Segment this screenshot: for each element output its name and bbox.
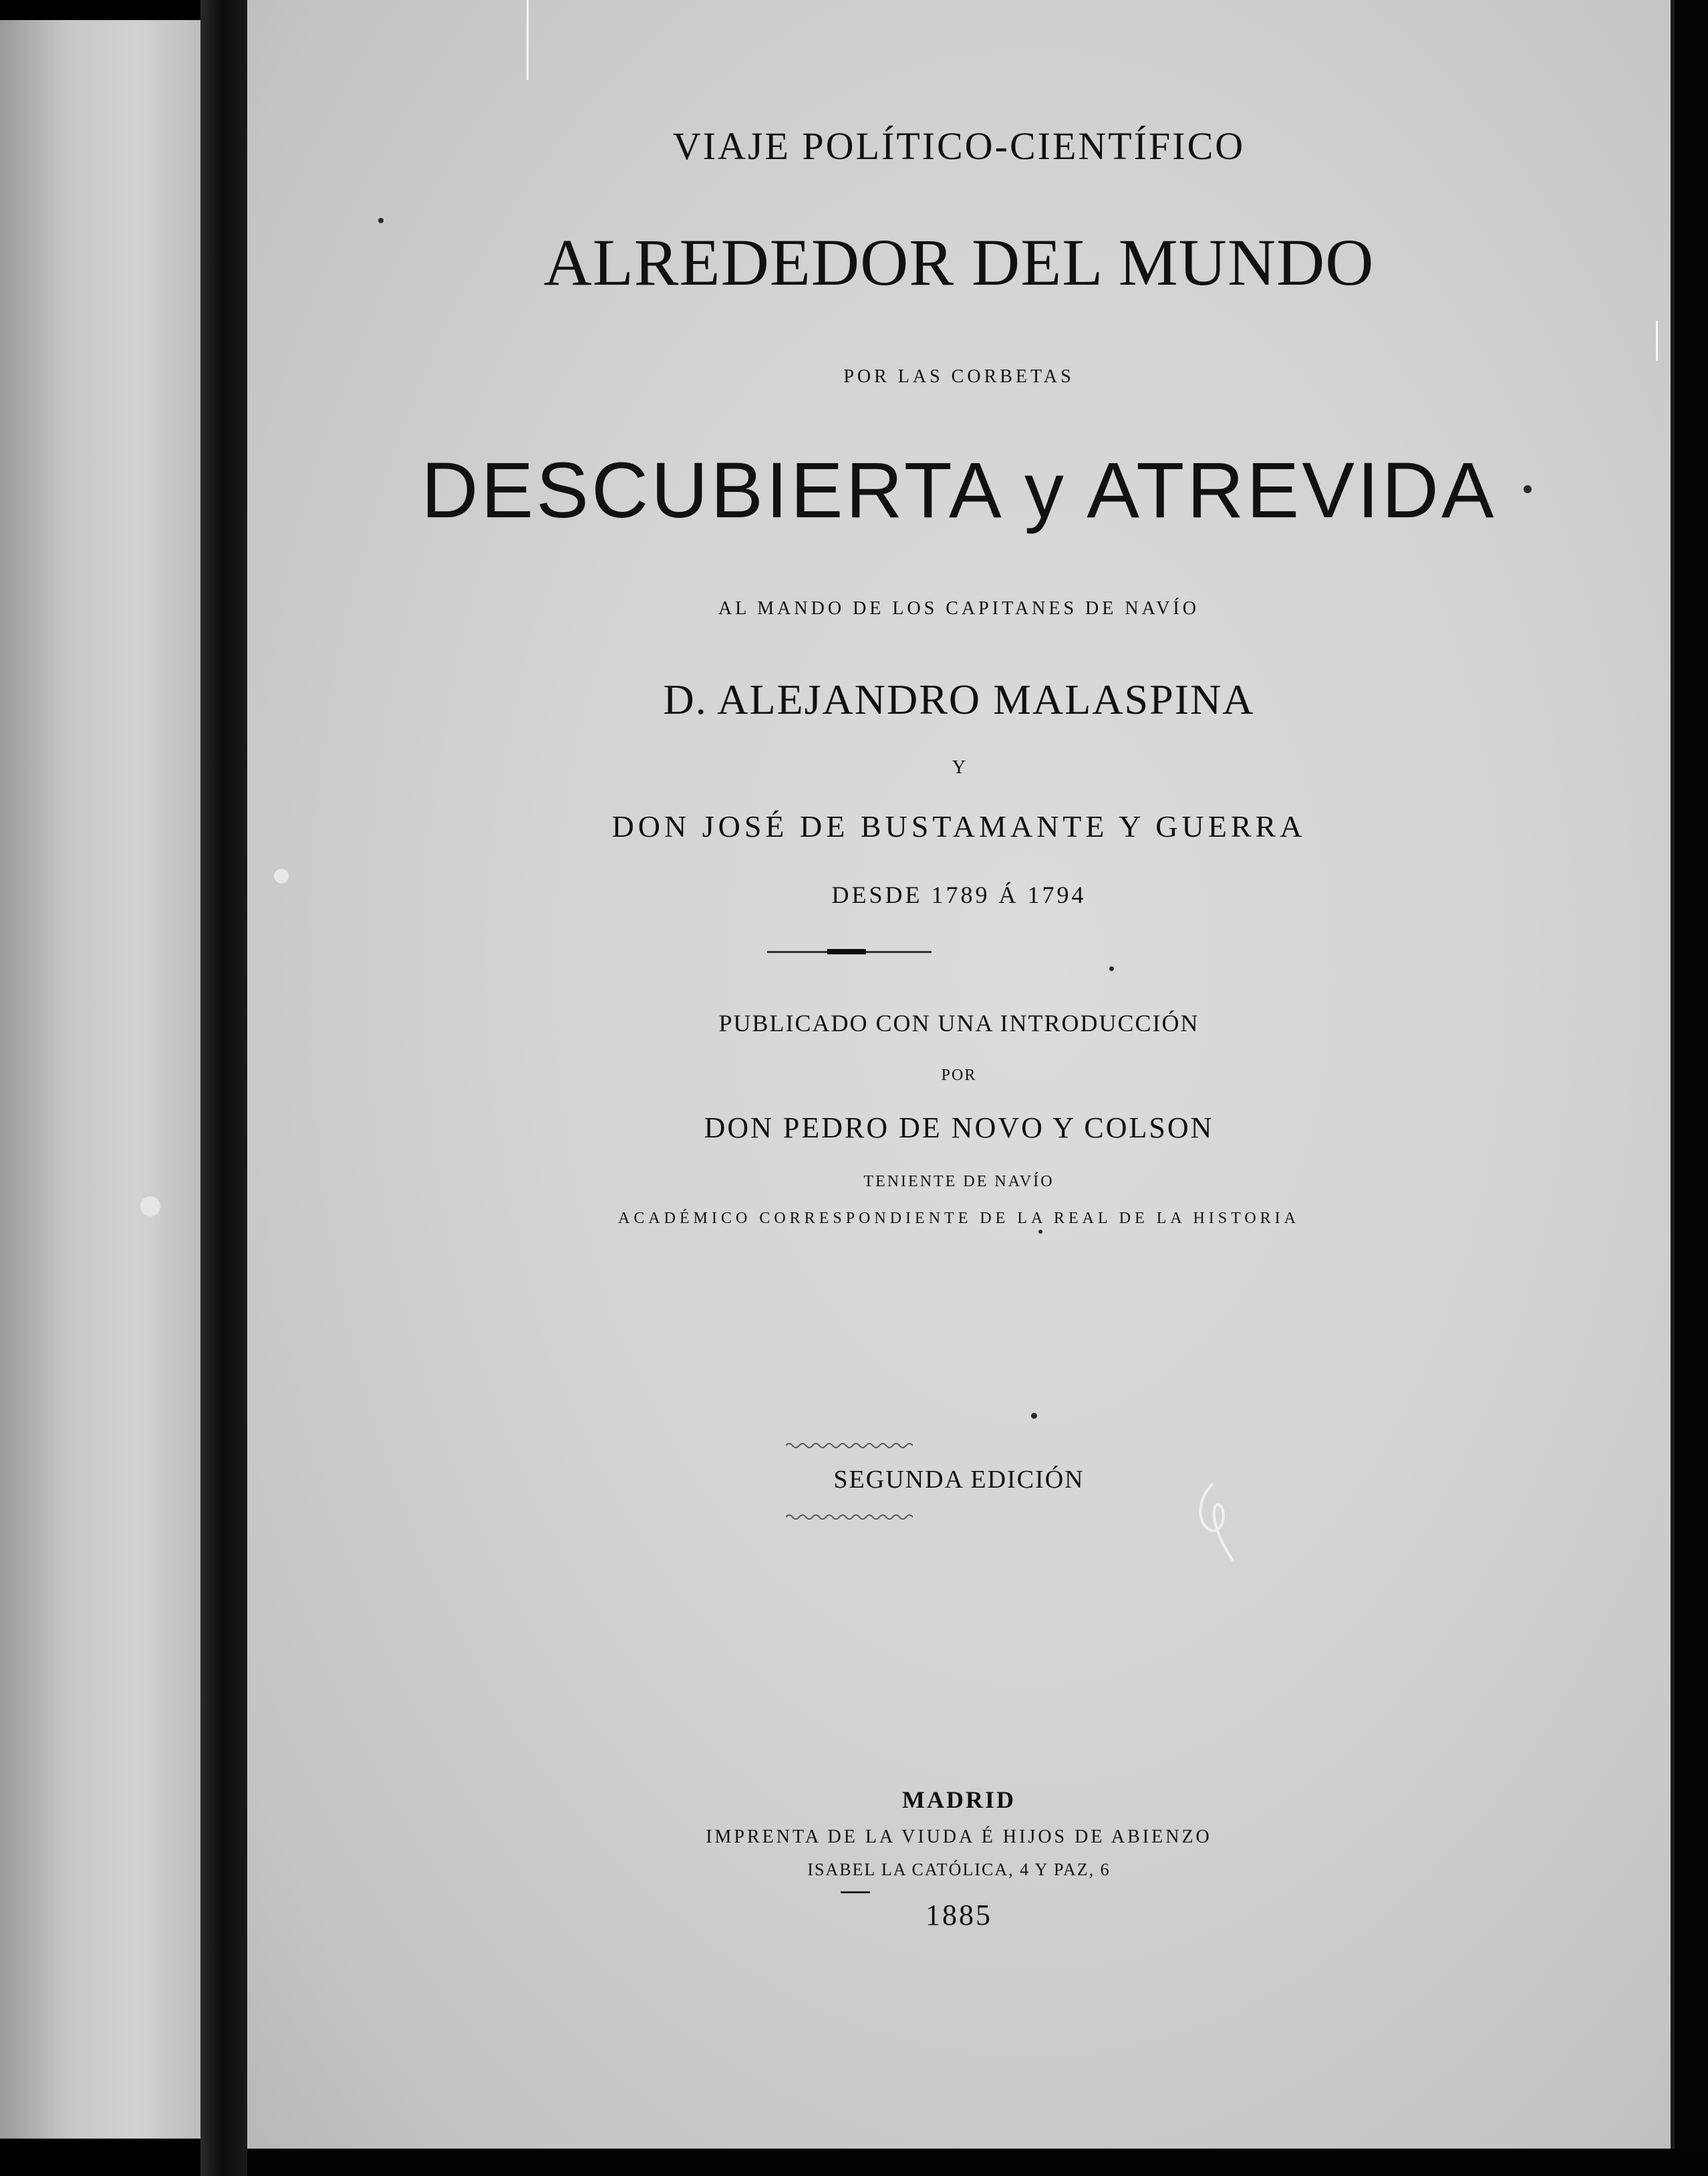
- date-range: DESDE 1789 Á 1794: [831, 881, 1087, 908]
- captain-bustamante: DON JOSÉ DE BUSTAMANTE Y GUERRA: [611, 809, 1306, 843]
- film-speck: [378, 218, 384, 223]
- ship-names-text: DESCUBIERTA y ATREVIDA: [421, 446, 1497, 535]
- imprint-printer: IMPRENTA DE LA VIUDA É HIJOS DE ABIENZO: [706, 1826, 1212, 1847]
- imprint-city: MADRID: [902, 1786, 1016, 1813]
- film-speck: [1109, 966, 1114, 971]
- ornament-bottom: [786, 1513, 913, 1521]
- edition-label: SEGUNDA EDICIÓN: [833, 1466, 1085, 1494]
- film-scratch: [527, 0, 529, 80]
- subtitle-corbetas: POR LAS CORBETAS: [843, 366, 1075, 387]
- film-speck: [1038, 1230, 1042, 1234]
- film-border-right: [1675, 0, 1708, 2176]
- facing-page-edge: [0, 20, 200, 2139]
- title-line-1: VIAJE POLÍTICO-CIENTÍFICO: [672, 124, 1246, 168]
- binding-gutter: [200, 0, 247, 2176]
- ship-names-title: [247, 445, 1671, 536]
- imprint-year: 1885: [926, 1899, 992, 1931]
- captain-malaspina: D. ALEJANDRO MALASPINA: [663, 676, 1255, 723]
- ornamental-rule-center: [827, 949, 866, 954]
- editor-academy: ACADÉMICO CORRESPONDIENTE DE LA REAL DE LA HISTORIA: [618, 1210, 1300, 1227]
- imprint-rule: [841, 1891, 870, 1893]
- main-title: ALREDEDOR DEL MUNDO: [543, 225, 1375, 299]
- handwritten-mark: [1186, 1477, 1240, 1564]
- film-speck: [1031, 1413, 1037, 1419]
- captains-line: AL MANDO DE LOS CAPITANES DE NAVÍO: [718, 598, 1199, 619]
- publication-note: PUBLICADO CON UNA INTRODUCCIÓN: [718, 1010, 1199, 1037]
- conjunction-y: Y: [952, 757, 966, 778]
- film-border-bottom: [247, 2149, 1708, 2176]
- ornament-top: [786, 1442, 913, 1450]
- film-scratch: [140, 1196, 160, 1216]
- editor-name: DON PEDRO DE NOVO Y COLSON: [704, 1111, 1214, 1144]
- editor-rank: TENIENTE DE NAVÍO: [863, 1173, 1054, 1190]
- film-scratch: [1656, 321, 1658, 361]
- imprint-address: ISABEL LA CATÓLICA, 4 Y PAZ, 6: [807, 1860, 1111, 1879]
- by-label: POR: [941, 1067, 977, 1084]
